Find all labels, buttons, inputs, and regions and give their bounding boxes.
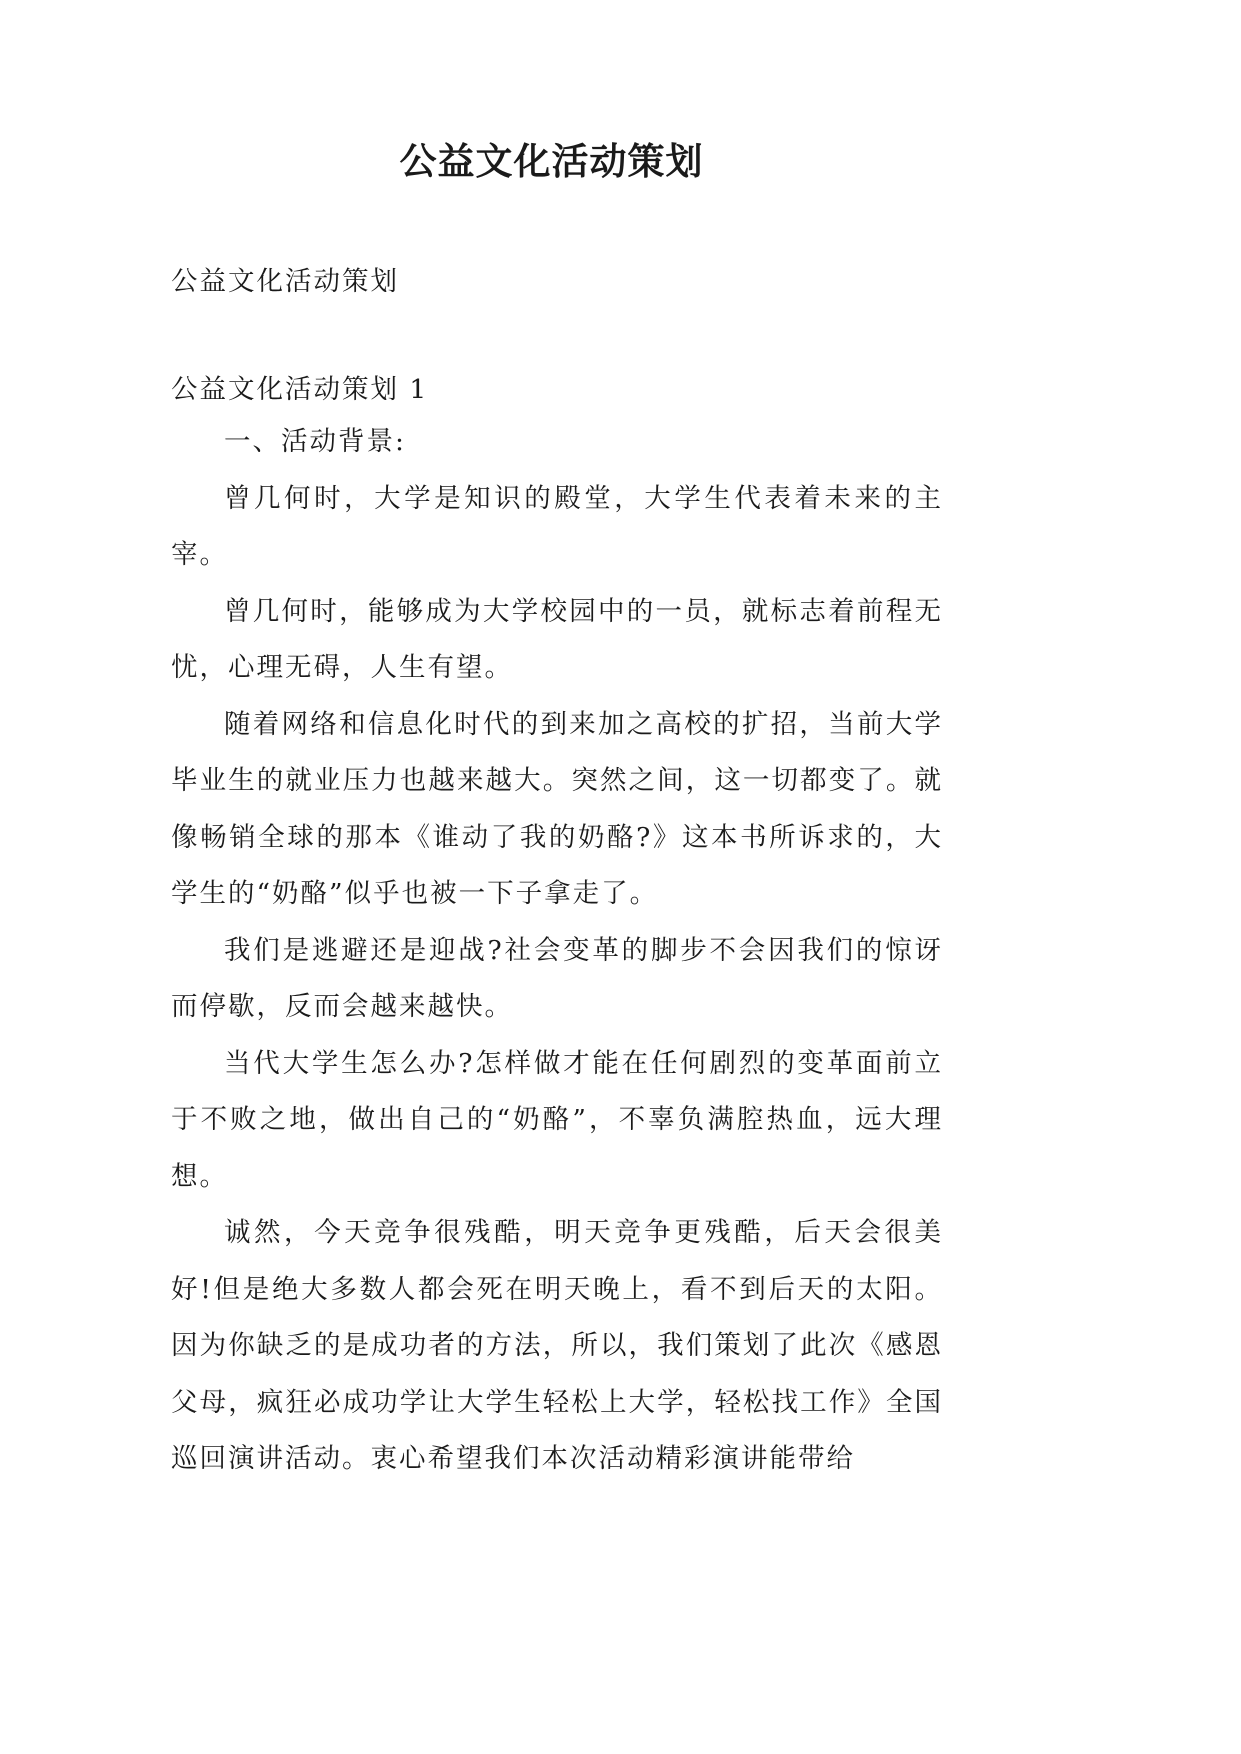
paragraph: 当代大学生怎么办?怎样做才能在任何剧烈的变革面前立于不败之地，做出自己的“奶酪”，不辜负满腔热血，远大理想。 bbox=[171, 1047, 943, 1192]
heading-background: 一、活动背景: bbox=[224, 426, 406, 457]
paragraph: 随着网络和信息化时代的到来加之高校的扩招，当前大学毕业生的就业压力也越来越大。突然之间，这一切都变了。就像畅销全球的那本《谁动了我的奶酪?》这本书所诉求的，大学生的“奶酪”似乎也被一下子拿走了。 bbox=[171, 708, 943, 909]
paragraph: 曾几何时，能够成为大学校园中的一员，就标志着前程无忧，心理无碍，人生有望。 bbox=[171, 595, 943, 683]
paragraph: 诚然，今天竞争很残酷，明天竞争更残酷，后天会很美好!但是绝大多数人都会死在明天晚上，看不到后天的太阳。因为你缺乏的是成功者的方法，所以，我们策划了此次《感恩父母，疯狂必成功学让大学生轻松上大学，轻松找工作》全国巡回演讲活动。衷心希望我们本次活动精彩演讲能带给 bbox=[171, 1217, 943, 1474]
paragraph: 曾几何时，大学是知识的殿堂，大学生代表着未来的主宰。 bbox=[171, 482, 943, 570]
document-subtitle: 公益文化活动策划 bbox=[171, 266, 399, 297]
section-title: 公益文化活动策划 1 bbox=[171, 374, 429, 405]
document-body bbox=[171, 414, 943, 1488]
document-title: 公益文化活动策划 bbox=[399, 139, 704, 183]
paragraph: 我们是逃避还是迎战?社会变革的脚步不会因我们的惊讶而停歇，反而会越来越快。 bbox=[171, 934, 943, 1022]
